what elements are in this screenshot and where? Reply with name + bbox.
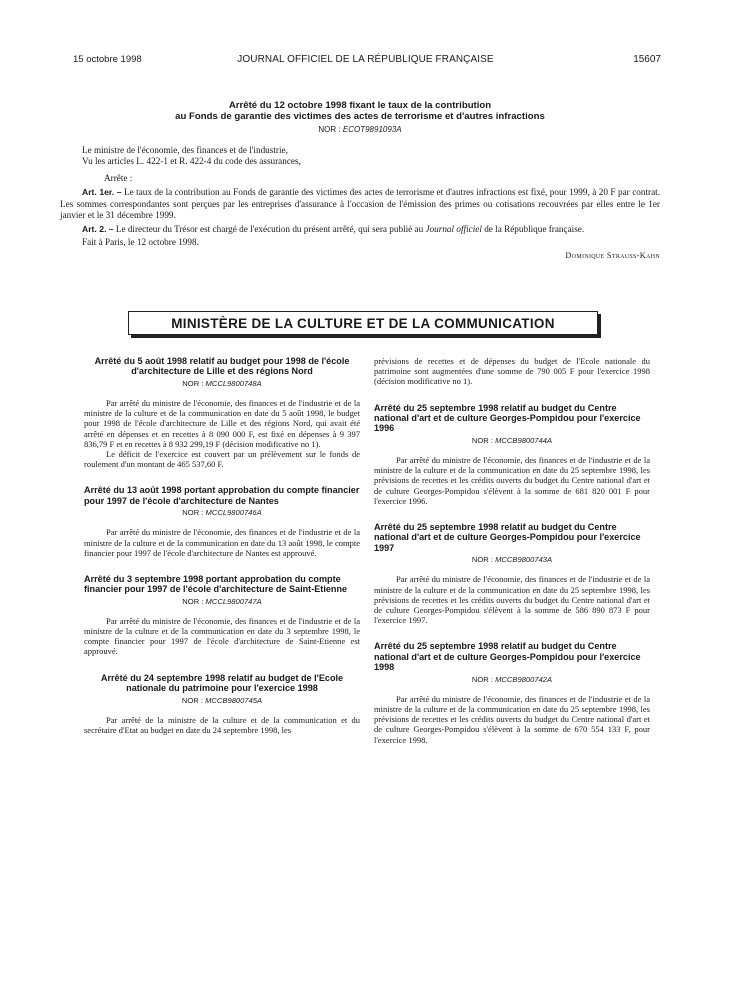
article-1-label: Art. 1er. – [82,187,122,198]
nor-code: MCCB9800745A [205,695,263,705]
article-1 [60,187,660,221]
right-arrete-3-nor [374,675,650,684]
right-arrete-3-title: Arrêté du 25 septembre 1998 relatif au budget du Centre national d'art et de culture Georges-Pompidou pour l'exercice 1998 [374,641,641,673]
top-arrete-nor [60,125,660,135]
nor-label: NOR : [182,508,204,518]
left-arrete-4-title: Arrêté du 24 septembre 1998 relatif au budget de l'Ecole nationale du patrimoine pour l'exercice 1998 [100,672,344,694]
right-arrete-3-para1: Par arrêté du ministre de l'économie, des finances et de l'industrie et de la ministre de la culture et de la communication en date du 25 septembre 1998, les prévisions de recettes et les crédits ouverts du budget du Centre national d'art et de culture Georges-Pompidou s'élèvent à la somme de 670 554 133 F, pour l'exercice 1998. [374,693,650,745]
article-2-journal: Journal officiel [425,224,482,235]
left-column [84,356,360,751]
right-arrete-1-para1: Par arrêté du ministre de l'économie, des finances et de l'industrie et de la ministre de la culture et de la communication en date du 25 septembre 1998, les prévisions de recettes et les crédits ouverts du budget du Centre national d'art et de culture Georges-Pompidou s'élèvent à la somme de 681 820 001 F pour l'exercice 1996. [374,455,650,506]
left-arrete-4 [84,673,360,735]
right-arrete-2-nor [374,555,650,564]
preamble-line-1: Le ministre de l'économie, des finances et de l'industrie, [82,144,288,155]
left-arrete-1 [84,356,360,469]
left-arrete-4-para1: Par arrêté de la ministre de la culture et de la communication et du secrétaire d'Etat au budget en date du 24 septembre 1998, les [84,714,360,735]
left-arrete-3-nor [84,597,360,606]
left-arrete-1-para2: Le déficit de l'exercice est couvert par un prélèvement sur le fonds de roulement d'un montant de 465 537,60 F. [84,448,360,470]
header-date: 15 octobre 1998 [73,54,142,65]
left-arrete-3 [84,574,360,657]
right-arrete-2 [374,522,650,625]
nor-label: NOR : [181,695,203,705]
nor-label: NOR : [471,555,493,565]
right-column [374,356,650,761]
right-arrete-1-nor [374,436,650,445]
nor-code: MCCL9800746A [205,508,262,518]
arrete-word: Arrête : [104,173,133,184]
right-continuation-text: prévisions de recettes et de dépenses du budget de l'Ecole nationale du patrimoine sont augmentées d'une somme de 790 005 F pour l'exercice 1998 (décision modificative no 1). [374,356,650,387]
nor-label: NOR : [318,125,341,135]
nor-label: NOR : [471,674,493,684]
nor-label: NOR : [182,378,204,388]
nor-code: MCCB9800742A [495,674,553,684]
journal-title: JOURNAL OFFICIEL DE LA RÉPUBLIQUE FRANÇAISE [237,54,494,65]
left-arrete-2-title: Arrêté du 13 août 1998 portant approbation du compte financier pour 1997 de l'école d'architecture de Nantes [84,485,360,506]
right-continuation [374,356,650,387]
signature: Dominique Strauss-Kahn [565,250,660,260]
nor-code: MCCB9800743A [495,555,553,565]
page-number: 15607 [633,54,661,65]
top-arrete-title-line2: au Fonds de garantie des victimes des actes de terrorisme et d'autres infractions [175,111,545,123]
left-arrete-2-para1: Par arrêté du ministre de l'économie, des finances et de l'industrie et de la ministre de la culture et de la communication en date du 13 août 1998, le compte financier pour 1997 de l'école d'architecture de Nantes est approuvé. [84,527,360,558]
right-arrete-2-para1: Par arrêté du ministre de l'économie, des finances et de l'industrie et de la ministre de la culture et de la communication en date du 25 septembre 1998, les prévisions de recettes et les crédits ouverts du budget du Centre national d'art et de culture Georges-Pompidou s'élèvent à la somme de 586 890 873 F pour l'exercice 1997. [374,574,650,626]
nor-label: NOR : [471,435,493,445]
article-2-label: Art. 2. – [82,224,114,235]
preamble-line-2: Vu les articles L. 422-1 et R. 422-4 du code des assurances, [82,156,301,167]
nor-label: NOR : [182,596,204,606]
top-arrete-title-line1: Arrêté du 12 octobre 1998 fixant le taux de la contribution [228,100,492,111]
nor-code: ECOT9891093A [342,125,402,135]
right-arrete-1-title: Arrêté du 25 septembre 1998 relatif au budget du Centre national d'art et de culture Georges-Pompidou pour l'exercice 1996 [374,402,641,434]
nor-code: MCCL9800747A [205,596,262,606]
right-arrete-2-title: Arrêté du 25 septembre 1998 relatif au budget du Centre national d'art et de culture Georges-Pompidou pour l'exercice 1997 [374,521,641,553]
top-arrete-title [60,100,660,122]
left-arrete-3-title: Arrêté du 3 septembre 1998 portant approbation du compte financier pour 1997 de l'école d'architecture de Saint-Etienne [84,573,348,595]
article-2-text-b: de la République française. [484,224,585,235]
left-arrete-2 [84,485,360,558]
left-arrete-2-nor [84,508,360,517]
left-arrete-1-nor [84,379,360,388]
left-arrete-4-nor [84,696,360,705]
left-arrete-1-para1: Par arrêté du ministre de l'économie, des finances et de l'industrie et de la ministre de la culture et de la communication en date du 5 août 1998, le budget pour 1998 de l'école d'architecture de Lille et des régions Nord, qui avait été arrêté en dépenses et en recettes à 8 090 000 F, est fixé en dépenses à 9 397 836,79 F et en recettes à 8 932 299,19 F (décision modificative no 1). [84,398,360,449]
right-arrete-3 [374,641,650,744]
top-arrete [60,100,660,261]
nor-code: MCCB9800744A [495,435,553,445]
article-1-text: Le taux de la contribution au Fonds de garantie des victimes des actes de terrorisme et d'autres infractions est fixé, pour 1999, à 20 F par contrat. Les sommes correspondantes sont perçues par les entreprises d'assurance à l'occasion de l'émission des primes ou cotisations recouvrées par elles entre le 1er janvier et le 31 décembre 1999. [60,187,660,220]
right-arrete-1 [374,403,650,506]
left-arrete-3-para1: Par arrêté du ministre de l'économie, des finances et de l'industrie et de la ministre de la culture et de la communication en date du 3 septembre 1998, le compte financier pour 1997 de l'école d'architecture de Saint-Etienne est approuvé. [84,615,360,657]
article-2 [60,224,660,235]
nor-code: MCCL9800748A [205,378,262,388]
article-2-text-a: Le directeur du Trésor est chargé de l'exécution du présent arrêté, qui sera publié au [115,224,424,235]
ministry-banner: MINISTÈRE DE LA CULTURE ET DE LA COMMUNICATION [128,311,598,335]
done-at: Fait à Paris, le 12 octobre 1998. [82,237,199,248]
left-arrete-1-title: Arrêté du 5 août 1998 relatif au budget pour 1998 de l'école d'architecture de Lille et des régions Nord [94,356,350,377]
